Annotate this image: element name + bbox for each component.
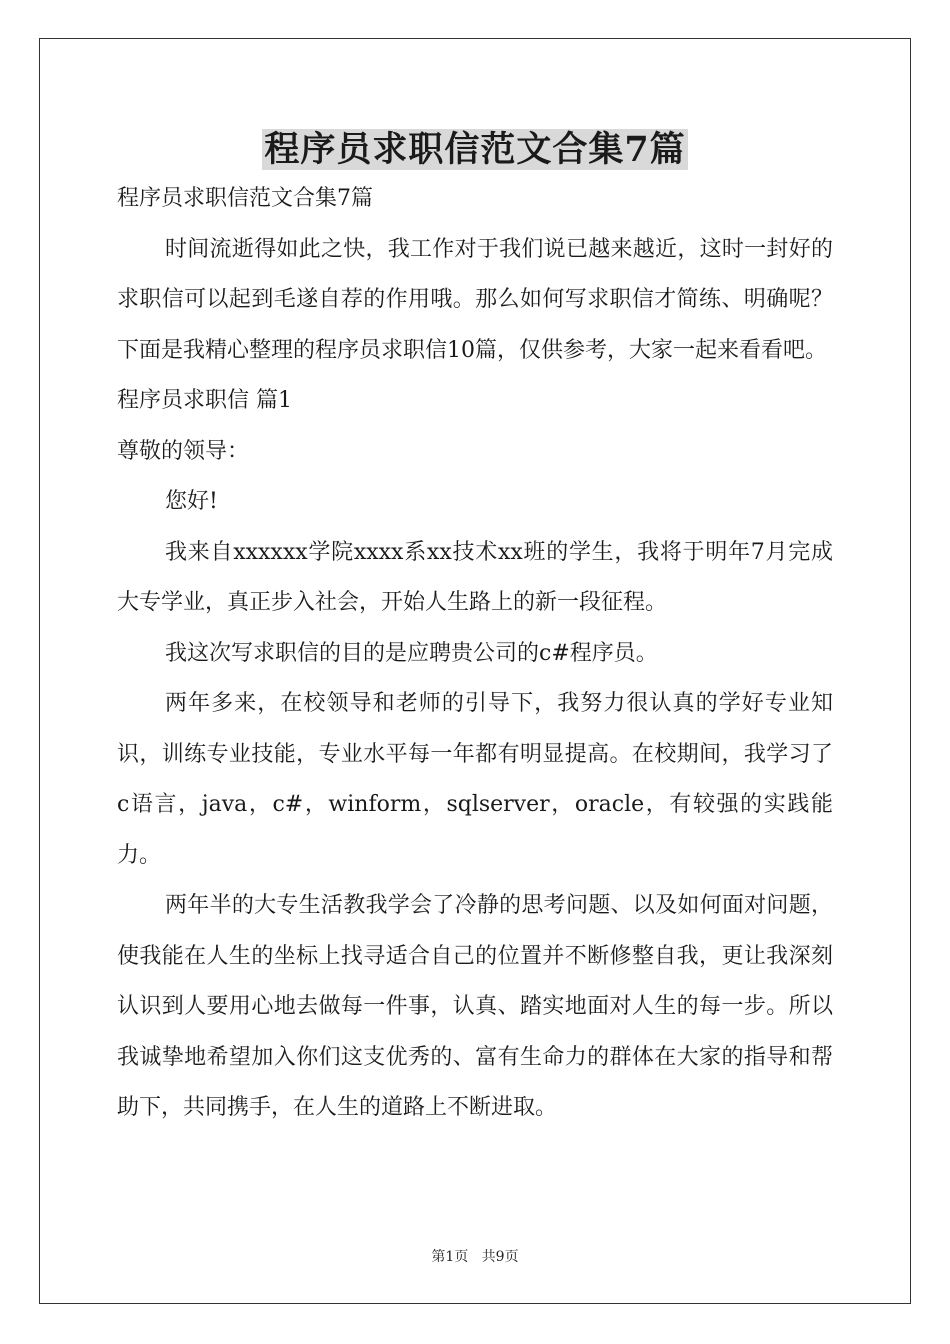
paragraph-salutation: 尊敬的领导：: [117, 438, 250, 464]
paragraph-greeting: 您好!: [165, 489, 218, 514]
paragraph-closing: 两年半的大专生活教我学会了冷静的思考问题、以及如何面对问题，使我能在人生的坐标上找寻适合自己的位置并不断修整自我，更让我深刻认识到人要用心地去做每一件事，认真、踏实地面对人生的每一步。所以我诚挚地希望加入你们这支优秀的、富有生命力的群体在大家的指导和帮助下，共同携手，在人生的道路上不断进取。: [117, 893, 833, 1120]
paragraph-subtitle: 程序员求职信范文合集7篇: [117, 186, 373, 211]
paragraph-self-intro: 我来自xxxxxx学院xxxx系xx技术xx班的学生，我将于明年7月完成大专学业，真正步入社会，开始人生路上的新一段征程。: [117, 539, 833, 615]
paragraph-section-heading: 程序员求职信 篇1: [117, 388, 292, 413]
page-number-label: 第1页 共9页: [431, 1249, 519, 1265]
document-title: [0, 126, 950, 174]
document-body: [117, 174, 833, 1134]
paragraph-intro: 时间流逝得如此之快，我工作对于我们说已越来越近，这时一封好的求职信可以起到毛遂自荐的作用哦。那么如何写求职信才简练、明确呢？下面是我精心整理的程序员求职信10篇，仅供参考，大家一起来看看吧。: [117, 236, 833, 363]
paragraph-skills: 两年多来，在校领导和老师的引导下，我努力很认真的学好专业知识，训练专业技能，专业水平每一年都有明显提高。在校期间，我学习了c语言，java，c#，winform，sqlserver，oracle，有较强的实践能力。: [117, 691, 833, 868]
document-title-text: 程序员求职信范文合集7篇: [264, 129, 686, 170]
paragraph-purpose: 我这次写求职信的目的是应聘贵公司的c#程序员。: [165, 640, 658, 666]
page-footer: [0, 1246, 950, 1266]
